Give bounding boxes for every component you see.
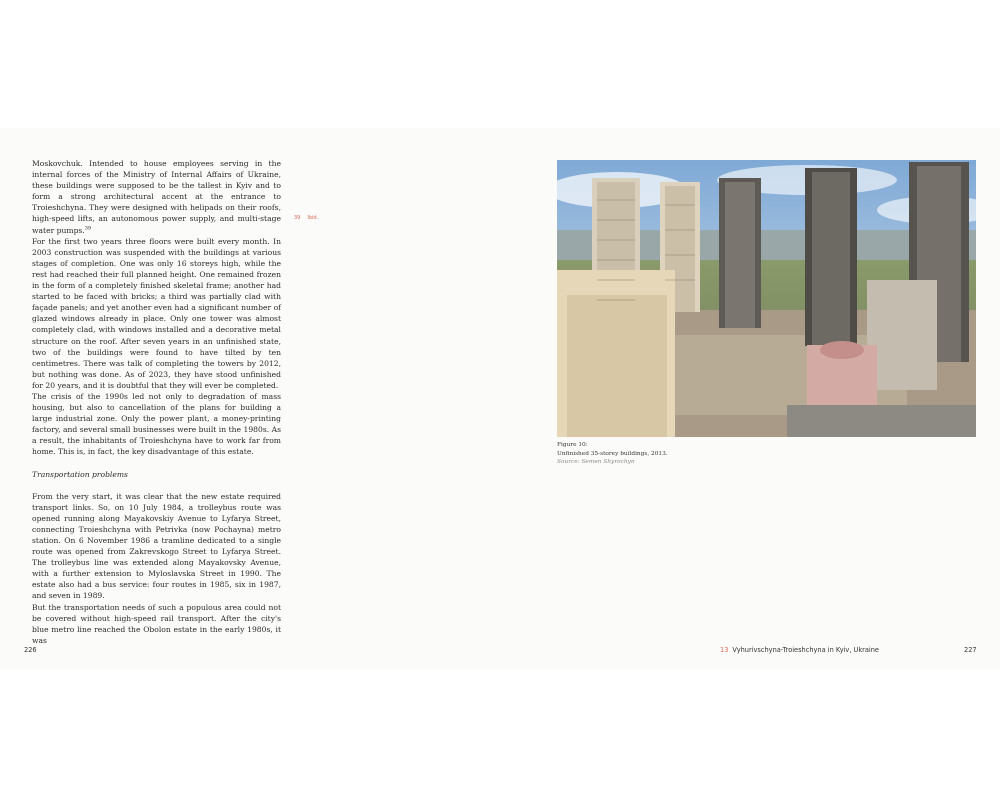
left-text-column — [32, 158, 281, 646]
paragraph: But the transportation needs of such a populous area could not be covered without high-speed rail transport. After the city's blue metro line reached the Obolon estate in the early 1980s, it was — [32, 602, 281, 645]
paragraph: From the very start, it was clear that the new estate required transport links. So, on 10 July 1984, a trolleybus route was opened running along Mayakovskiy Avenue to Lyfarya Street, connecting Troieshchyna with Petrivka (now Pochayna) metro station. On 6 November 1986 a tramline dedicated to a single route was opened from Zakrevskogo Street to Lyfarya Street. The trolleybus line was extended along Mayakovsky Avenue, with a further extension to Myloslavska Street in 1990. The estate also had a bus service: four routes in 1985, six in 1987, and seven in 1989. — [32, 491, 281, 601]
sidenote — [294, 215, 325, 221]
chapter-number: 13 — [720, 646, 729, 654]
figure-caption — [557, 441, 857, 467]
paragraph: For the first two years three floors were built every month. In 2003 construction was suspended with the buildings at various stages of completion. One was only 16 storeys high, while the rest had reached their full planned height. One remained frozen in the form of a completely finished skeletal frame; another had started to be faced with bricks; a third was partially clad with façade panels; and yet another even had a significant number of glazed windows already in place. Only one tower was almost completely clad, with windows installed and a decorative metal structure on the roof. After seven years in an unfinished state, two of the buildings were found to have tilted by ten centimetres. There was talk of completing the towers by 2012, but nothing was done. As of 2023, they have stood unfinished for 20 years, and it is doubtful that they will ever be completed. — [32, 236, 281, 390]
sidenote-number: 39 — [294, 215, 301, 221]
paragraph: Moskovchuk. Intended to house employees serving in the internal forces of the Ministry of Internal Affairs of Ukraine, these buildings were supposed to be the tallest in Kyiv and to form a strong architectural accent at the entrance to Troieshchyna. They were designed with helipads on their roofs, high-speed lifts, an autonomous power supply, and multi-stage water pumps.$^{39}$ — [32, 159, 281, 235]
caption-source: Source: Semen Shyrochyn — [557, 459, 635, 465]
caption-text: Unfinished 35-storey buildings, 2013. — [557, 450, 668, 457]
paragraph: The crisis of the 1990s led not only to degradation of mass housing, but also to cancellation of the plans for building a large industrial zone. Only the power plant, a money-printing factory, and several small businesses were built in the 1980s. As a result, the inhabitants of Troieshchyna have to work far from home. This is, in fact, the key disadvantage of this estate. — [32, 391, 281, 457]
figure-photo — [557, 160, 976, 437]
running-head-title: Vyhurivschyna-Troieshchyna in Kyiv, Ukraine — [732, 646, 879, 654]
left-page-number: 226 — [24, 646, 37, 654]
section-heading: Transportation problems — [32, 469, 128, 479]
sidenote-text: Ibid. — [307, 215, 319, 221]
right-page-number: 227 — [964, 646, 977, 654]
footnote-reference[interactable]: 39 — [84, 225, 92, 232]
running-head — [720, 646, 879, 654]
caption-figure-label: Figure 10: — [557, 442, 588, 448]
